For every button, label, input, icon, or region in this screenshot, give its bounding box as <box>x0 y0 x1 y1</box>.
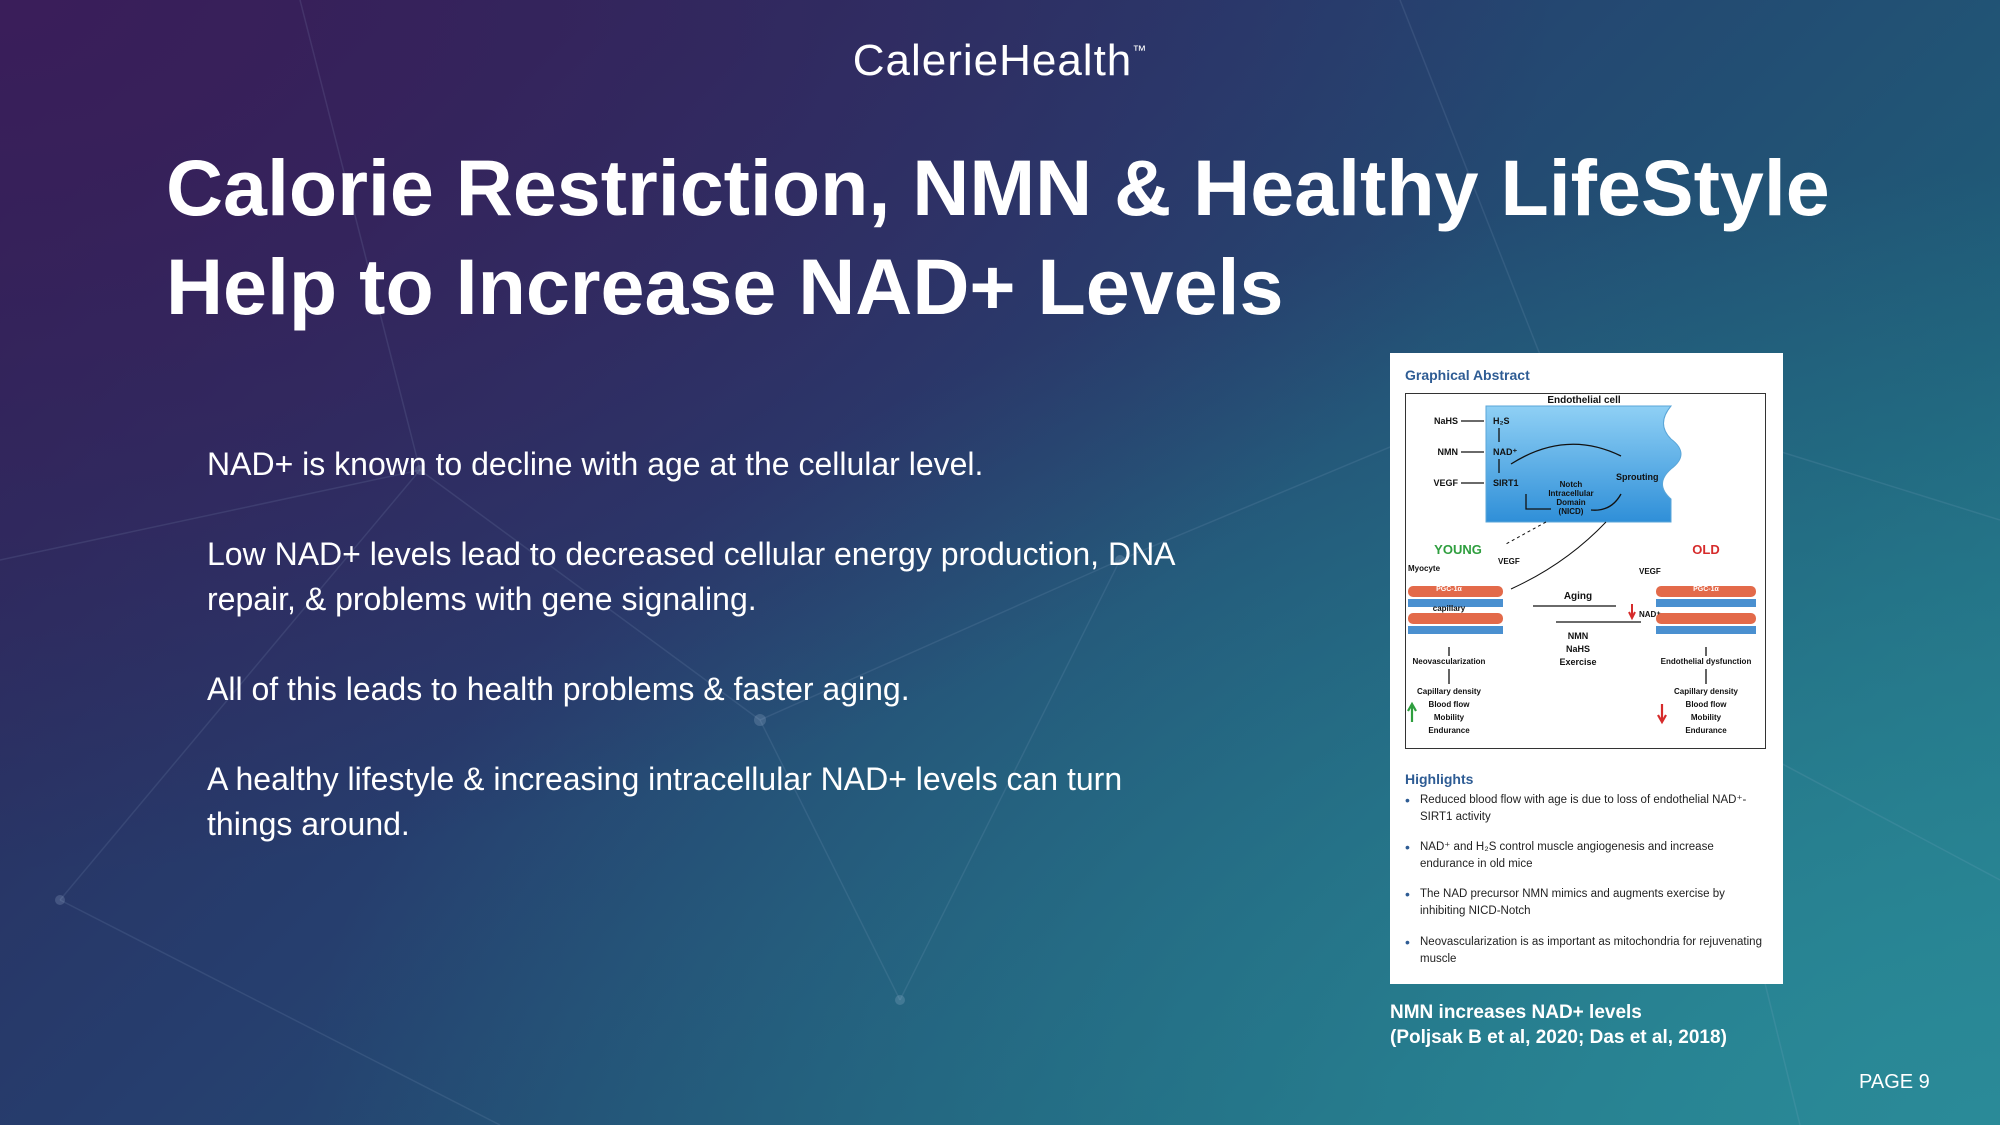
neovascularization-label: Neovascularization <box>1412 657 1486 666</box>
old-muscle-fibers <box>1656 586 1756 634</box>
graphical-abstract-heading: Graphical Abstract <box>1405 367 1530 383</box>
paragraph-4: A healthy lifestyle & increasing intracellular NAD+ levels can turn things around. <box>207 761 1123 842</box>
caption-line-1: NMN increases NAD+ levels <box>1390 1002 1642 1023</box>
input-nmn: NMN <box>1437 447 1458 457</box>
reverse-nmn: NMN <box>1567 631 1589 641</box>
output-nad: NAD⁺ <box>1493 447 1518 457</box>
caption-line-2: (Poljsak B et al, 2020; Das et al, 2018) <box>1390 1027 1727 1048</box>
old-outcome-2: Blood flow <box>1685 700 1727 709</box>
trademark-mark: ™ <box>1132 42 1148 58</box>
body-text <box>207 442 1187 892</box>
brand-name-bold: Calerie <box>852 36 1000 85</box>
highlight-4: • Neovascularization is as important as mitochondria for rejuvenating muscle <box>1420 934 1770 968</box>
cell-label: Endothelial cell <box>1547 395 1621 406</box>
output-h2s: H₂S <box>1493 416 1510 426</box>
vegf-old-label: VEGF <box>1639 567 1661 576</box>
vegf-young-label: VEGF <box>1498 557 1520 566</box>
title-line-2: Help to Increase NAD+ Levels <box>166 242 1284 331</box>
young-outcome-1: Capillary density <box>1416 687 1482 696</box>
aging-label: Aging <box>1563 591 1593 602</box>
pgc-young-label: PGC-1α <box>1436 586 1462 593</box>
old-outcome-3: Mobility <box>1690 713 1722 722</box>
old-label: OLD <box>1692 542 1720 557</box>
slide-title <box>166 138 1866 336</box>
paragraph-3: All of this leads to health problems & faster aging. <box>207 671 910 707</box>
highlight-2: • NAD⁺ and H₂S control muscle angiogenesis and increase endurance in old mice <box>1420 839 1770 873</box>
myocyte-label: Myocyte <box>1408 564 1441 573</box>
abstract-diagram-box <box>1405 393 1766 749</box>
reverse-exercise: Exercise <box>1559 657 1597 667</box>
brand-name-light: Health <box>999 36 1133 85</box>
young-outcome-3: Mobility <box>1433 713 1465 722</box>
page-number: PAGE 9 <box>1859 1071 1930 1093</box>
brand-logo <box>0 36 2000 86</box>
highlight-1: • Reduced blood flow with age is due to loss of endothelial NAD⁺-SIRT1 activity <box>1420 792 1770 826</box>
abstract-diagram <box>1406 394 1765 748</box>
young-outcome-2: Blood flow <box>1428 700 1470 709</box>
notch-line-2: Intracellular <box>1548 489 1594 498</box>
nad-old-label: NAD⁺ <box>1639 610 1661 619</box>
highlight-3: • The NAD precursor NMN mimics and augments exercise by inhibiting NICD-Notch <box>1420 886 1770 920</box>
arrow-up-icon <box>1408 704 1416 722</box>
input-vegf: VEGF <box>1433 478 1458 488</box>
figure-caption <box>1390 1000 1890 1050</box>
output-sirt1: SIRT1 <box>1493 478 1519 488</box>
old-outcome-4: Endurance <box>1685 726 1727 735</box>
pgc-old-label: PGC-1α <box>1693 586 1719 593</box>
graphical-abstract-figure <box>1390 353 1783 984</box>
paragraph-1: NAD+ is known to decline with age at the cellular level. <box>207 446 984 482</box>
arrow-down-icon <box>1658 704 1666 722</box>
sprouting-label: Sprouting <box>1616 472 1659 482</box>
endothelial-dysfunction-label: Endothelial dysfunction <box>1660 657 1752 666</box>
notch-line-4: (NICD) <box>1558 507 1584 516</box>
input-nahs: NaHS <box>1433 416 1458 426</box>
old-outcome-1: Capillary density <box>1673 687 1739 696</box>
young-outcome-4: Endurance <box>1428 726 1470 735</box>
highlights-heading: Highlights <box>1405 771 1474 787</box>
notch-line-1: Notch <box>1559 480 1583 489</box>
young-label: YOUNG <box>1434 542 1482 557</box>
paragraph-2: Low NAD+ levels lead to decreased cellular energy production, DNA repair, & problems with gene signaling. <box>207 536 1174 617</box>
notch-line-3: Domain <box>1556 498 1586 507</box>
capillary-label: capillary <box>1432 604 1466 613</box>
arrow-down-small-icon <box>1629 604 1635 618</box>
title-line-1: Calorie Restriction, NMN & Healthy LifeStyle <box>166 143 1830 232</box>
reverse-nahs: NaHS <box>1565 644 1591 654</box>
